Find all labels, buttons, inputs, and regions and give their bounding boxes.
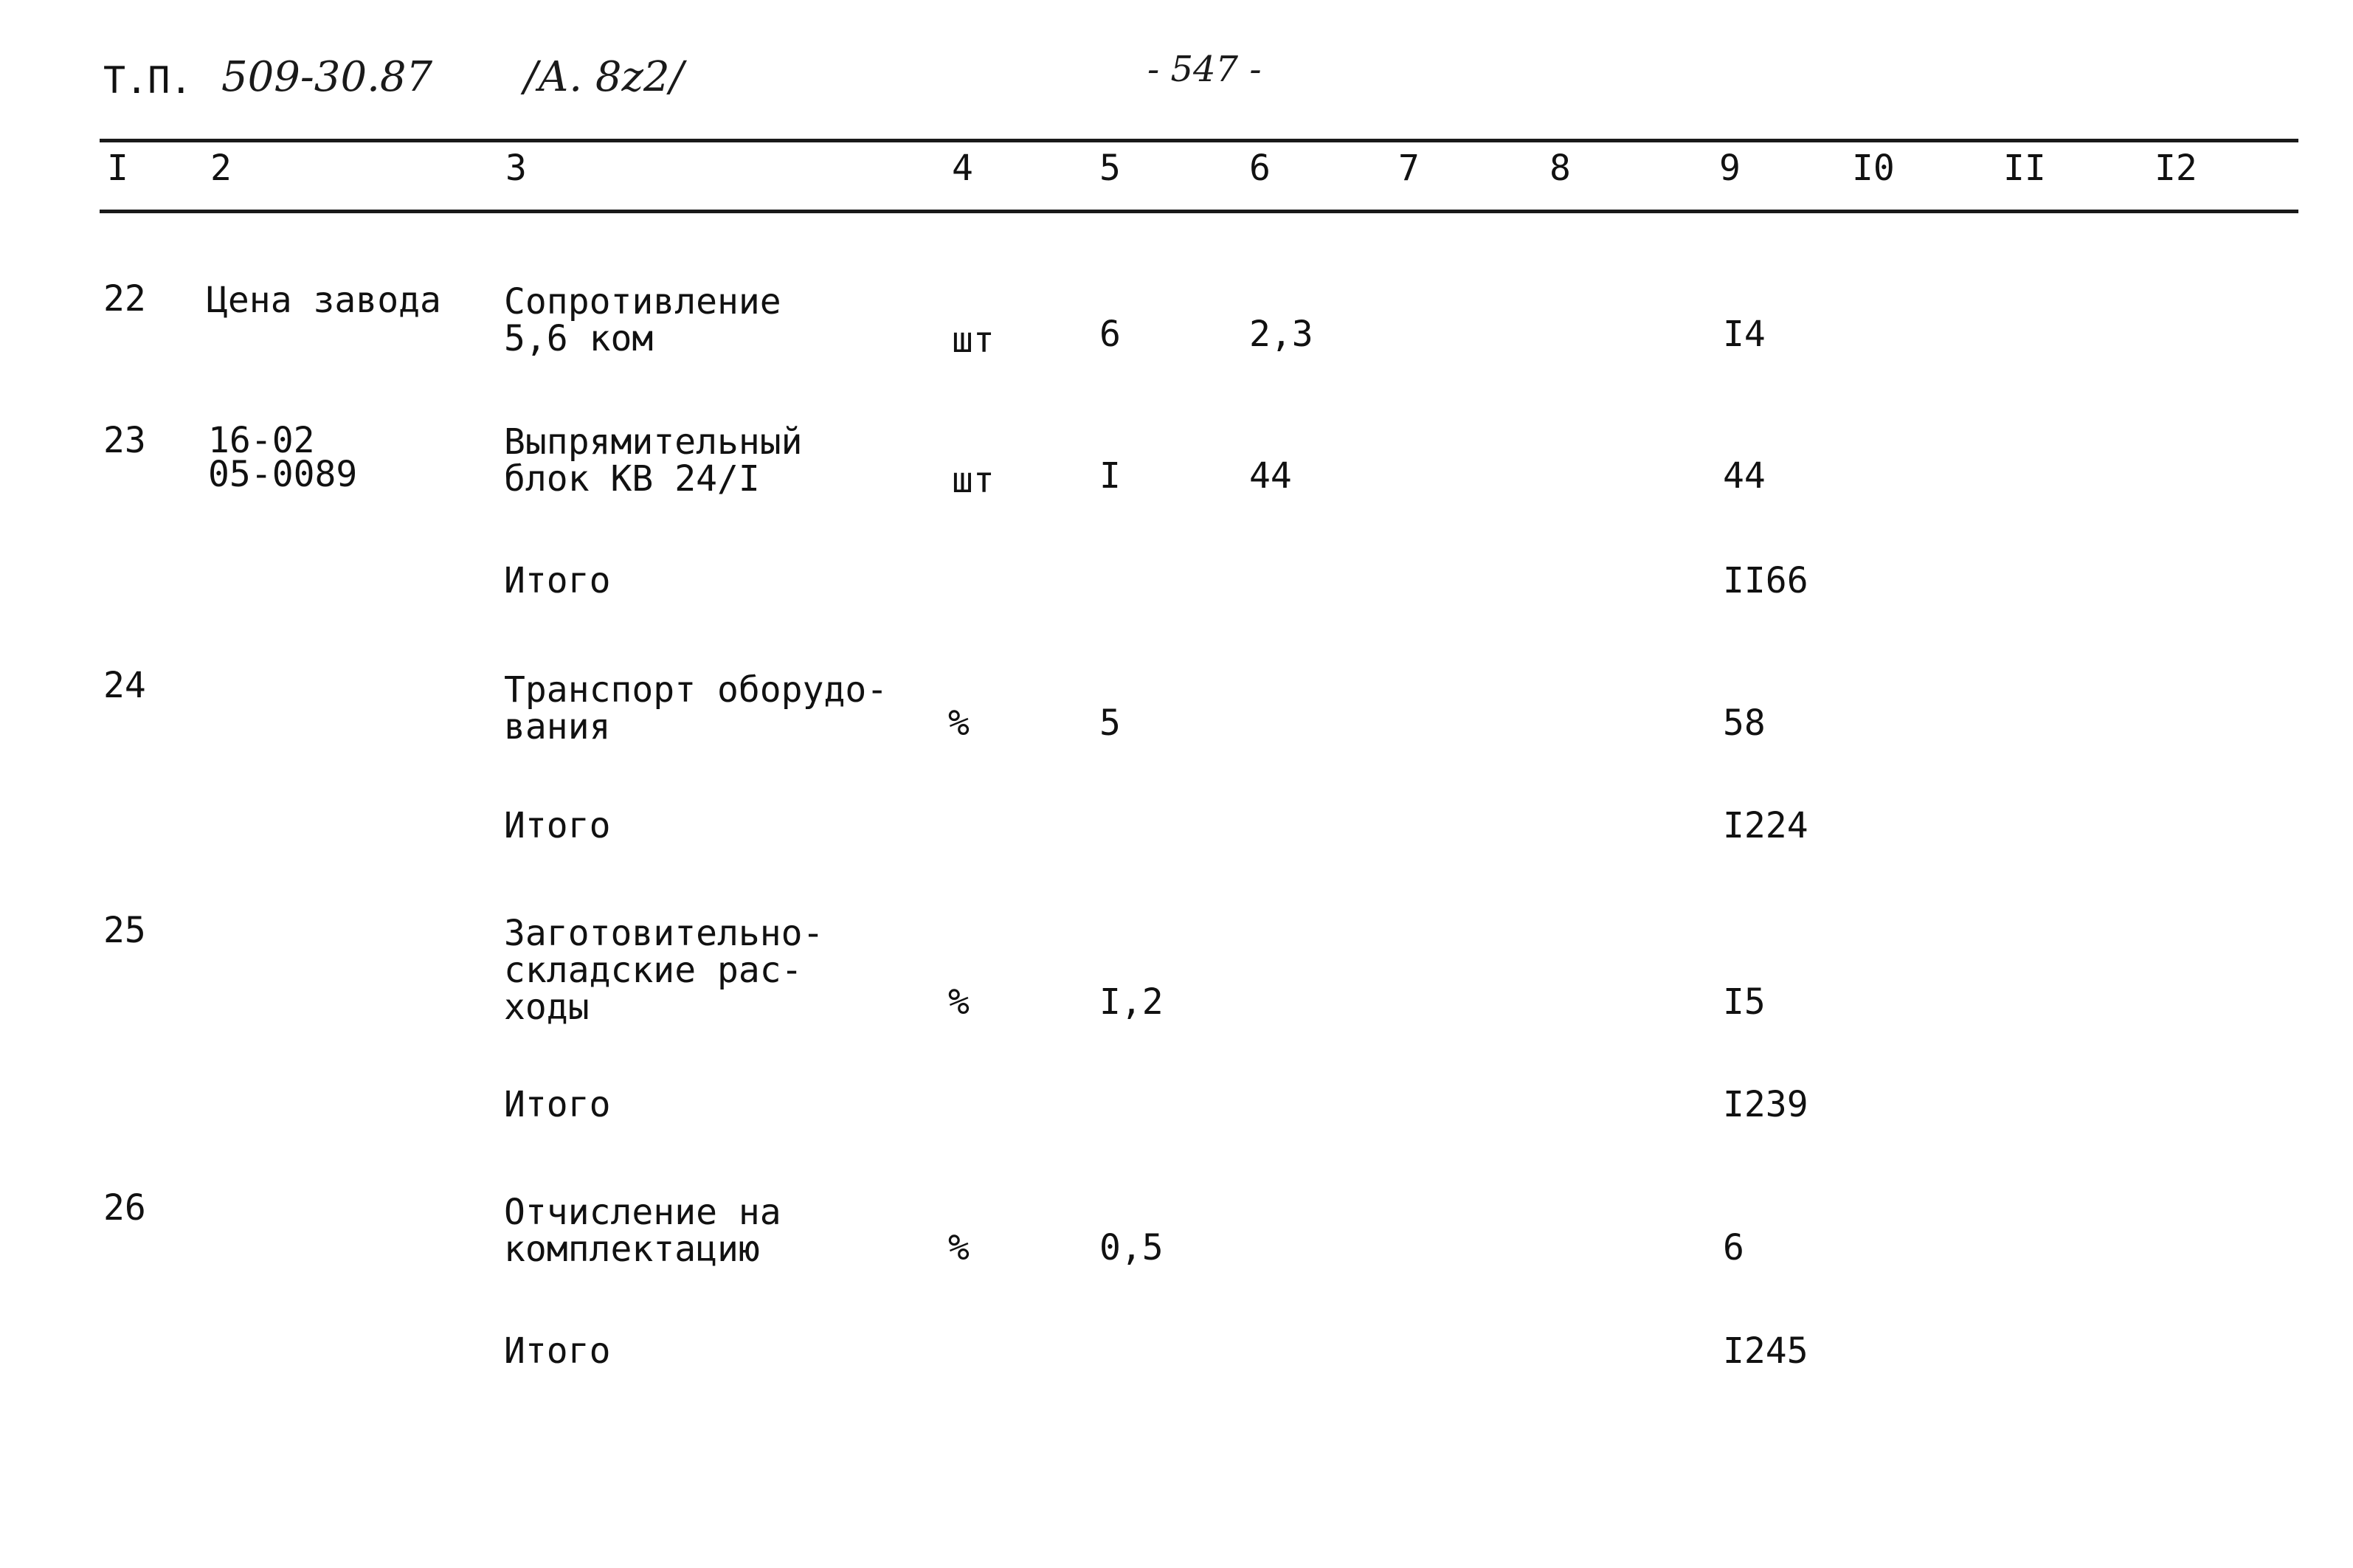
column-number: II — [2003, 148, 2046, 189]
column-number: 5 — [1099, 148, 1121, 189]
column-number: 8 — [1549, 148, 1571, 189]
series-label: Т.П. — [103, 59, 193, 102]
row-code: 16-02 05-0089 — [208, 420, 358, 495]
row-quantity: I — [1099, 455, 1121, 497]
column-number: I — [107, 148, 128, 189]
subtotal-label: Итого — [504, 805, 611, 846]
row-unit: % — [948, 1227, 970, 1268]
row-name: Сопротивление 5,6 ком — [504, 281, 781, 359]
subtotal-label: Итого — [504, 560, 611, 601]
row-number: 24 — [103, 665, 146, 706]
subtotal-value: I239 — [1723, 1084, 1808, 1125]
row-number: 26 — [103, 1187, 146, 1229]
row-total: I4 — [1723, 314, 1766, 355]
subtotal-label: Итого — [504, 1330, 611, 1372]
subtotal-value: I245 — [1723, 1330, 1808, 1372]
row-name: Отчисление на комплектацию — [504, 1192, 781, 1270]
row-number: 22 — [103, 278, 146, 320]
column-number: 4 — [952, 148, 973, 189]
subtotal-value: I224 — [1723, 805, 1808, 846]
subtotal-value: II66 — [1723, 560, 1808, 601]
row-unit: шт — [952, 320, 995, 361]
row-name: Заготовительно- складские рас- ходы — [504, 913, 824, 1028]
row-number: 23 — [103, 420, 146, 461]
row-total: 58 — [1723, 702, 1766, 744]
row-total: I5 — [1723, 981, 1766, 1023]
table-top-rule — [100, 139, 2298, 142]
series-number: 509-30.87 — [221, 53, 433, 101]
row-quantity: 5 — [1099, 702, 1121, 744]
subtotal-label: Итого — [504, 1084, 611, 1125]
row-quantity: 0,5 — [1099, 1227, 1164, 1268]
column-number: I2 — [2155, 148, 2197, 189]
row-quantity: 6 — [1099, 314, 1121, 355]
column-number: 3 — [505, 148, 527, 189]
row-unit: % — [948, 981, 970, 1023]
row-total: 6 — [1723, 1227, 1744, 1268]
column-number: I0 — [1852, 148, 1895, 189]
album-number: /А. 8z2/ — [524, 53, 684, 101]
column-number: 9 — [1719, 148, 1741, 189]
row-code: Цена завода — [207, 280, 441, 321]
row-number: 25 — [103, 910, 146, 951]
row-price: 2,3 — [1249, 314, 1313, 355]
row-total: 44 — [1723, 455, 1766, 497]
row-name: Транспорт оборудо- вания — [504, 669, 888, 747]
column-number: 6 — [1249, 148, 1271, 189]
column-number: 2 — [210, 148, 232, 189]
row-name: Выпрямительный блок КВ 24/I — [504, 421, 803, 500]
table-header-rule — [100, 210, 2298, 213]
column-number: 7 — [1398, 148, 1420, 189]
row-quantity: I,2 — [1099, 981, 1164, 1023]
row-price: 44 — [1249, 455, 1292, 497]
page-number: - 547 - — [1147, 49, 1262, 90]
row-unit: % — [948, 702, 970, 744]
row-unit: шт — [952, 460, 995, 501]
